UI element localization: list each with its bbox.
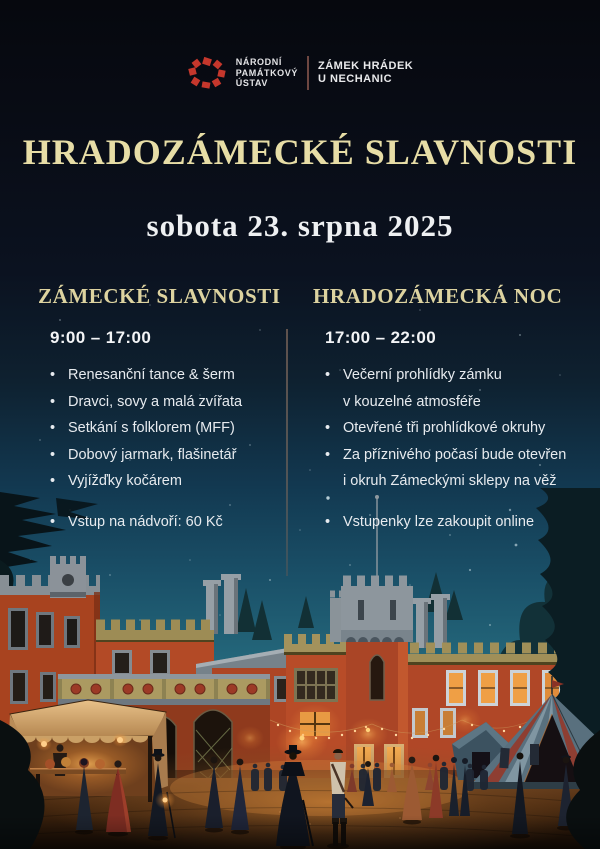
list-item-text: Otevřené tři prohlídkové okruhy [343,420,546,436]
column-night-program [313,284,585,535]
bullet-icon: • [50,420,56,436]
list-item-continuation [325,389,585,416]
bullet-icon: • [325,367,331,383]
admission-note-text: Vstup na nádvoří: 60 Kč [68,513,223,530]
list-item-text: Renesanční tance & šerm [68,367,235,383]
bullet-icon: • [50,367,56,383]
poster-title: HRADOZÁMECKÉ SLAVNOSTI [22,132,578,172]
bullet-icon: • [50,473,56,489]
npu-rosette-icon [187,56,227,90]
time-range: 9:00 – 17:00 [50,328,152,347]
bullet-icon: • [50,393,56,410]
column-heading: ZÁMECKÉ SLAVNOSTI [38,284,281,308]
tickets-note [325,509,585,536]
list-item-text: Za příznivého počasí bude otevřen [343,446,567,463]
institute-line: ÚSTAV [235,78,268,89]
list-item-text: i okruh Zámeckými sklepy na věž [343,473,557,489]
site-line: ZÁMEK HRÁDEK [318,59,414,72]
admission-note [50,509,284,536]
list-item-text: v kouzelné atmosféře [343,393,481,410]
site-name [318,60,413,87]
list-item [50,362,284,389]
list-item-text: Večerní prohlídky zámku [343,367,502,383]
bullet-icon: • [50,513,56,530]
list-item-text: Dobový jarmark, flašinetář [68,446,237,463]
list-item [325,415,585,442]
list-item-text: Dravci, sovy a malá zvířata [68,393,243,410]
column-divider [286,329,288,576]
list-item-continuation [325,468,585,495]
header-logo [0,56,600,90]
list-item-text: Vyjížďky kočárem [68,473,182,489]
column-heading: HRADOZÁMECKÁ NOC [313,284,563,308]
site-line: U NECHANIC [318,73,393,85]
institute-line: PAMÁTKOVÝ [235,67,298,78]
bullet-icon: • [325,446,331,463]
institute-name [236,57,298,89]
column-day-program [38,284,284,535]
list-item [50,442,284,469]
event-date: sobota 23. srpna 2025 [146,208,454,243]
institute-line: NÁRODNÍ [235,57,282,68]
bullet-icon: • [325,420,331,436]
list-item-text: Setkání s folklorem (MFF) [68,420,235,436]
bullet-icon: • [50,446,56,463]
list-item [325,362,585,389]
list-item [50,415,284,442]
time-range: 17:00 – 22:00 [325,328,437,347]
list-item [50,389,284,416]
list-item [50,468,284,495]
tickets-note-text: Vstupenky lze zakoupit online [343,513,535,530]
bullet-icon: • [325,513,331,530]
logo-divider [307,56,309,90]
list-item [325,442,585,469]
